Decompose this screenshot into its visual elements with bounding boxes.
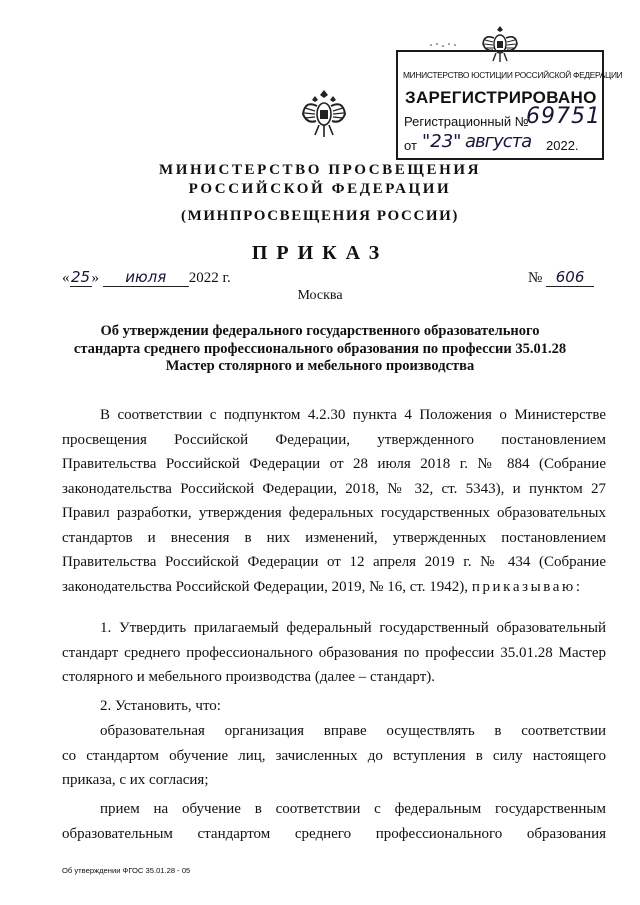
order-date-day: 25 [70, 268, 91, 286]
body-line: столярного и мебельного производства (далее – стандарт). [62, 669, 436, 685]
order-date [62, 268, 231, 287]
body-line: 2. Установить, что: [100, 698, 221, 714]
body-line: 1. Утвердить прилагаемый федеральный государственный образовательный [100, 620, 606, 636]
stamp-eagle-emblem-icon [480, 22, 520, 66]
stamp-date-label: от [404, 138, 417, 153]
order-date-quote-close: » [91, 270, 99, 286]
body-line: стандартов и внесения в них изменений, утвержденных постановлением [62, 529, 606, 546]
order-date-quote-open: « [62, 270, 70, 286]
body-line: приказа, с их согласия; [62, 772, 209, 788]
order-number [528, 268, 594, 287]
body-line: стандарт среднего профессионального образования по профессии 35.01.28 Мастер [62, 644, 606, 661]
stamp-marks [428, 40, 458, 50]
stamp-reg-number: 69751 [526, 104, 601, 129]
item-2-clause-2 [62, 797, 606, 846]
body-line: Правительства Российской Федерации от 12 апреля 2019 г. № 434 (Собрание [62, 554, 606, 570]
body-line: В соответствии с подпунктом 4.2.30 пункта 4 Положения о Министерстве [100, 407, 606, 423]
stamp-registered-label: ЗАРЕГИСТРИРОВАНО [405, 88, 597, 107]
body-line: Правил разработки, утверждения федеральных государственных образовательных [62, 505, 606, 521]
body-line: законодательства Российской Федерации, 2018, № 32, ст. 5343), и пунктом 27 [62, 480, 606, 497]
body-line: со стандартом обучение лиц, зачисленных до вступления в силу настоящего [62, 747, 606, 764]
stamp-date-month: августа [465, 131, 532, 152]
order-number-value: 606 [546, 268, 594, 287]
preamble-paragraph [62, 403, 606, 599]
footer-file-reference: Об утверждении ФГОС 35.01.28 - 05 [62, 866, 191, 875]
coat-of-arms-icon [300, 88, 348, 140]
item-2-clause-1 [62, 719, 606, 793]
body-line: Правительства Российской Федерации от 28 июля 2018 г. № 884 (Собрание [62, 456, 606, 472]
ministry-name-line2: РОССИЙСКОЙ ФЕДЕРАЦИИ [188, 181, 452, 197]
order-city: Москва [297, 288, 343, 303]
stamp-ministry: МИНИСТЕРСТВО ЮСТИЦИИ РОССИЙСКОЙ ФЕДЕРАЦИИ [403, 70, 623, 80]
order-number-label: № [528, 270, 543, 286]
ministry-short-name: (МИНПРОСВЕЩЕНИЯ РОССИИ) [180, 208, 460, 224]
body-line: просвещения Российской Федерации, утвержденного постановлением [62, 431, 606, 448]
item-1-paragraph [62, 616, 606, 690]
body-line: прием на обучение в соответствии с федеральным государственным [100, 801, 606, 817]
body-line: образовательная организация вправе осуществлять в соответствии [100, 723, 606, 739]
order-date-month: июля [103, 268, 189, 287]
order-title-line3: Мастер столярного и мебельного производства [165, 358, 475, 374]
order-title-line2: стандарта среднего профессионального образования по профессии 35.01.28 [73, 341, 567, 357]
item-2-paragraph [62, 694, 606, 719]
body-line [62, 575, 606, 600]
body-line-text: законодательства Российской Федерации, 2019, № 16, ст. 1942), [62, 578, 469, 595]
order-date-year: 2022 г. [188, 270, 231, 286]
stamp-date-day: "23" [422, 131, 462, 152]
document-type: ПРИКАЗ [251, 242, 389, 264]
order-title-line1: Об утверждении федерального государственного образовательного [100, 323, 540, 339]
ministry-name-line1: МИНИСТЕРСТВО ПРОСВЕЩЕНИЯ [158, 162, 482, 178]
order-verb: приказываю: [471, 578, 583, 595]
stamp-reg-label: Регистрационный № [404, 114, 529, 129]
stamp-date-year: 2022. [546, 138, 579, 153]
body-line: образовательным стандартом среднего профессионального образования [62, 825, 606, 842]
